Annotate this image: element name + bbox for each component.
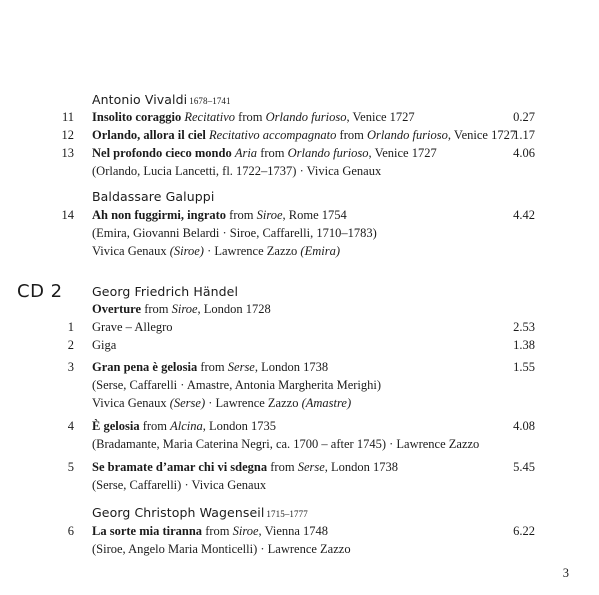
track-title: Ah non fuggirmi, ingrato xyxy=(92,208,227,222)
track-duration: 4.06 xyxy=(513,146,535,160)
track-from: from xyxy=(202,524,233,538)
track-credit: (Serse, Caffarelli) · Vivica Genaux xyxy=(92,478,267,492)
track-credit: (Serse, Caffarelli · Amastre, Antonia Margherita Merighi) xyxy=(92,378,382,392)
track-title-line xyxy=(92,360,328,374)
page-number: 3 xyxy=(562,566,569,580)
track-number: 14 xyxy=(61,208,74,222)
track-number: 6 xyxy=(67,524,74,538)
track-from: from xyxy=(238,110,263,124)
track-title-line xyxy=(92,146,437,160)
track-title-line xyxy=(92,128,516,142)
track-work: Serse xyxy=(227,360,255,374)
track-title: La sorte mia tiranna xyxy=(92,524,203,538)
performer: Vivica Genaux xyxy=(92,244,170,258)
track-title-line xyxy=(92,460,398,474)
track-number: 4 xyxy=(67,419,74,433)
track-duration: 2.53 xyxy=(513,320,535,334)
track-number: 12 xyxy=(61,128,74,142)
track-title-line xyxy=(92,110,415,124)
role: (Amastre) xyxy=(301,396,352,410)
track-title-line xyxy=(92,524,328,538)
track-title: Giga xyxy=(92,338,117,352)
performer: · Lawrence Zazzo xyxy=(203,244,301,258)
track-from: from xyxy=(260,146,285,160)
track-duration: 0.27 xyxy=(513,110,535,124)
track-number: 5 xyxy=(67,460,74,474)
track-title: Gran pena è gelosia xyxy=(92,360,198,374)
track-duration: 1.38 xyxy=(513,338,535,352)
track-number: 1 xyxy=(67,320,74,334)
track-credit: (Emira, Giovanni Belardi · Siroe, Caffarelli, 1710–1783) xyxy=(92,226,377,240)
track-duration: 6.22 xyxy=(513,524,535,538)
track-place: , Rome 1754 xyxy=(282,208,347,222)
track-work: Siroe xyxy=(256,208,283,222)
track-duration: 4.42 xyxy=(513,208,535,222)
composer-handel xyxy=(92,284,238,299)
composer-name: Georg Friedrich Händel xyxy=(92,284,239,299)
composer-dates: 1715–1777 xyxy=(266,509,308,519)
track-place: , Venice 1727 xyxy=(368,146,437,160)
track-number: 2 xyxy=(67,338,74,352)
track-work: Serse xyxy=(297,460,325,474)
track-work: Siroe xyxy=(171,302,198,316)
track-from: from xyxy=(267,460,298,474)
composer-name: Antonio Vivaldi xyxy=(92,92,188,107)
track-work: Siroe xyxy=(232,524,259,538)
track-genre: Aria xyxy=(234,146,258,160)
composer-name: Baldassare Galuppi xyxy=(92,189,215,204)
track-duration: 1.55 xyxy=(513,360,535,374)
track-place: , London 1738 xyxy=(254,360,329,374)
track-work: Orlando furioso xyxy=(265,110,347,124)
track-from: from xyxy=(139,419,171,433)
role: (Emira) xyxy=(300,244,340,258)
track-title: Insolito coraggio xyxy=(92,110,182,124)
track-duration: 4.08 xyxy=(513,419,535,433)
composer-wagenseil xyxy=(92,505,308,522)
track-number: 11 xyxy=(61,110,74,124)
track-credit: (Bradamante, Maria Caterina Negri, ca. 1700 – after 1745) · Lawrence Zazzo xyxy=(92,437,480,451)
performer: · Lawrence Zazzo xyxy=(205,396,302,410)
track-place: , London 1728 xyxy=(197,302,271,316)
track-work: Orlando furioso xyxy=(287,146,369,160)
track-duration: 5.45 xyxy=(513,460,535,474)
track-title-line xyxy=(92,208,347,222)
composer-galuppi xyxy=(92,189,214,204)
track-genre: Recitativo accompagnato xyxy=(209,128,337,142)
track-title: Se bramate d’amar chi vi sdegna xyxy=(92,460,268,474)
composer-dates: 1678–1741 xyxy=(189,96,231,106)
track-from: from xyxy=(197,360,228,374)
composer-name: Georg Christoph Wagenseil xyxy=(92,505,265,520)
track-place: , Venice 1727 xyxy=(346,110,415,124)
track-credit xyxy=(92,396,351,410)
track-place: , London 1738 xyxy=(324,460,399,474)
composer-vivaldi xyxy=(92,92,231,109)
track-from: from xyxy=(229,208,254,222)
track-place: , Venice 1727 xyxy=(447,128,517,142)
track-title: Nel profondo cieco mondo xyxy=(92,146,232,160)
track-title-line xyxy=(92,419,276,433)
cd-label: CD 2 xyxy=(17,281,63,302)
track-genre: Recitativo xyxy=(184,110,236,124)
track-place: , Vienna 1748 xyxy=(258,524,329,538)
track-credit: (Orlando, Lucia Lancetti, fl. 1722–1737) · Vivica Genaux xyxy=(92,164,382,178)
track-number: 3 xyxy=(67,360,74,374)
track-credit xyxy=(92,244,340,258)
track-credit: (Siroe, Angelo Maria Monticelli) · Lawrence Zazzo xyxy=(92,542,351,556)
track-title: Overture xyxy=(92,302,142,316)
track-title: È gelosia xyxy=(92,419,140,433)
track-number: 13 xyxy=(61,146,74,160)
track-duration: 1.17 xyxy=(513,128,535,142)
track-work: Alcina xyxy=(170,419,203,433)
overture-line xyxy=(92,302,271,316)
track-work: Orlando furioso xyxy=(366,128,448,142)
track-from: from xyxy=(339,128,364,142)
role: (Siroe) xyxy=(169,244,204,258)
performer: Vivica Genaux xyxy=(92,396,170,410)
track-place: , London 1735 xyxy=(202,419,277,433)
track-title: Orlando, allora il ciel xyxy=(92,128,206,142)
track-from: from xyxy=(141,302,172,316)
role: (Serse) xyxy=(169,396,206,410)
track-title: Grave – Allegro xyxy=(92,320,173,334)
